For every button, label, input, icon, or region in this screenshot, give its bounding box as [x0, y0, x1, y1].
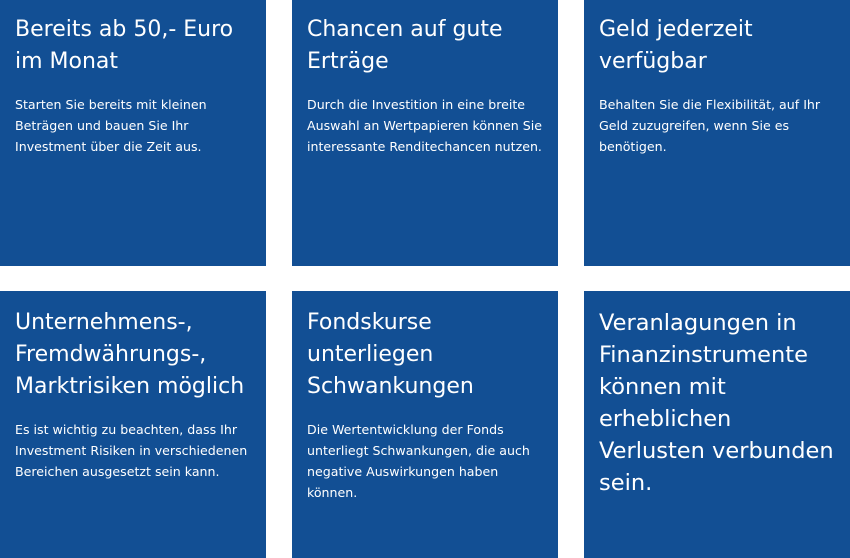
tile-title: Unternehmens-, Fremdwährungs-, Marktrisiken möglich [15, 310, 245, 399]
tile-title: Fondskurse unterliegen Schwankungen [307, 310, 474, 399]
tile-description: Behalten Sie die Flexibilität, auf Ihr Geld zuzugreifen, wenn Sie es benötigen. [599, 97, 821, 154]
tile-description: Starten Sie bereits mit kleinen Beträgen und bauen Sie Ihr Investment über die Zeit aus. [15, 97, 207, 154]
tile-return-chances [292, 0, 558, 266]
tile-loss-warning [584, 291, 850, 558]
tile-title: Geld jederzeit verfügbar [599, 17, 753, 74]
tile-title: Bereits ab 50,- Euro im Monat [15, 17, 234, 74]
tile-title: Veranlagungen in Finanzinstrumente können mit erheblichen Verlusten verbunden sein. [599, 310, 834, 496]
tile-price-fluctuations [292, 291, 558, 558]
tile-description: Es ist wichtig zu beachten, dass Ihr Investment Risiken in verschiedenen Bereichen ausgesetzt sein kann. [15, 422, 248, 479]
tile-title: Chancen auf gute Erträge [307, 17, 503, 74]
tile-description: Die Wertentwicklung der Fonds unterliegt Schwankungen, die auch negative Auswirkungen haben können. [307, 422, 530, 500]
tile-monthly-savings [0, 0, 266, 266]
tile-market-risks [0, 291, 266, 558]
tile-description: Durch die Investition in eine breite Auswahl an Wertpapieren können Sie interessante Renditechancen nutzen. [307, 97, 543, 154]
tile-money-available [584, 0, 850, 266]
